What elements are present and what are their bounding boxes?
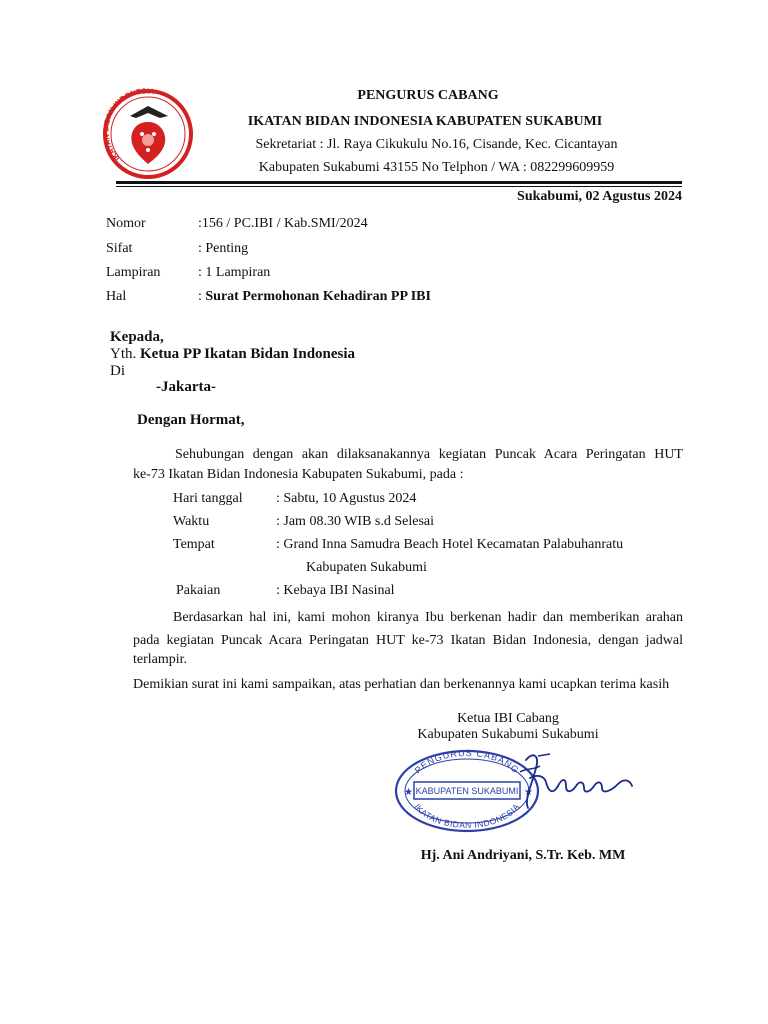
logo-text: IKATAN BIDAN INDONESIA — [102, 88, 156, 163]
detail-value-attire: : Kebaya IBI Nasinal — [276, 583, 395, 598]
meta-label-sifat: Sifat — [106, 241, 133, 256]
meta-value-lampiran: : 1 Lampiran — [198, 265, 271, 280]
greeting: Dengan Hormat, — [137, 412, 245, 428]
letterhead-line2: IKATAN BIDAN INDONESIA KABUPATEN SUKABUMI — [247, 114, 603, 129]
stamp-bottom-text: IKATAN BIDAN INDONESIA — [412, 801, 522, 831]
handwritten-signature — [480, 742, 640, 822]
stamp-mid-text: KABUPATEN SUKABUMI — [415, 786, 519, 796]
detail-label-attire: Pakaian — [176, 583, 221, 598]
request-paragraph-line2: pada kegiatan Puncak Acara Peringatan HUT ke-73 Ikatan Bidan Indonesia, dengan jadwal — [133, 633, 683, 648]
intro-paragraph-line2: ke-73 Ikatan Bidan Indonesia Kabupaten Sukabumi, pada : — [133, 467, 464, 482]
letter-date: Sukabumi, 02 Agustus 2024 — [517, 189, 682, 204]
recipient-di: Di — [110, 363, 125, 379]
stamp-top-text: PENGURUS CABANG — [412, 748, 522, 776]
recipient-yth — [110, 346, 355, 363]
detail-label-date: Hari tanggal — [173, 491, 243, 506]
letterhead-divider-thin — [116, 186, 682, 187]
detail-label-place: Tempat — [173, 537, 215, 552]
recipient-yth-prefix: Yth. — [110, 346, 140, 362]
meta-label-hal: Hal — [106, 289, 127, 304]
letterhead-contact: Kabupaten Sukabumi 43155 No Telphon / WA : 082299609959 — [258, 160, 615, 175]
meta-label-nomor: Nomor — [106, 216, 146, 231]
meta-value-hal-subject: Surat Permohonan Kehadiran PP IBI — [205, 289, 431, 304]
meta-value-sifat: : Penting — [198, 241, 249, 256]
detail-value-place-cont: Kabupaten Sukabumi — [306, 560, 427, 575]
request-paragraph-line1: Berdasarkan hal ini, kami mohon kiranya Ibu berkenan hadir dan memberikan arahan — [173, 610, 683, 625]
recipient-name: Ketua PP Ikatan Bidan Indonesia — [140, 346, 356, 362]
meta-value-nomor: :156 / PC.IBI / Kab.SMI/2024 — [198, 216, 368, 231]
recipient-city: -Jakarta- — [156, 379, 216, 395]
meta-value-hal — [198, 289, 431, 305]
svg-text:★: ★ — [404, 787, 413, 798]
signatory-name: Hj. Ani Andriyani, S.Tr. Keb. MM — [420, 848, 626, 863]
recipient-kepada: Kepada, — [110, 329, 164, 345]
meta-value-hal-colon: : — [198, 289, 206, 304]
detail-value-date: : Sabtu, 10 Agustus 2024 — [276, 491, 417, 506]
detail-label-time: Waktu — [173, 514, 210, 529]
detail-value-time: : Jam 08.30 WIB s.d Selesai — [276, 514, 435, 529]
request-paragraph-line3: terlampir. — [133, 652, 188, 667]
letterhead-divider-thick — [116, 181, 682, 184]
signatory-title: Ketua IBI Cabang — [457, 711, 559, 726]
letterhead-line1: PENGURUS CABANG — [357, 88, 499, 103]
detail-value-place: : Grand Inna Samudra Beach Hotel Kecamatan Palabuhanratu — [276, 537, 624, 552]
intro-paragraph-line1: Sehubungan dengan akan dilaksanakannya kegiatan Puncak Acara Peringatan HUT — [175, 447, 683, 462]
meta-label-lampiran: Lampiran — [106, 265, 161, 280]
letterhead-address: Sekretariat : Jl. Raya Cikukulu No.16, Cisande, Kec. Cicantayan — [255, 137, 618, 152]
ibi-logo — [102, 88, 194, 180]
svg-text:★: ★ — [524, 787, 533, 798]
closing-sentence: Demikian surat ini kami sampaikan, atas perhatian dan berkenannya kami ucapkan terima kasih — [133, 677, 670, 692]
signatory-office: Kabupaten Sukabumi Sukabumi — [417, 727, 599, 742]
